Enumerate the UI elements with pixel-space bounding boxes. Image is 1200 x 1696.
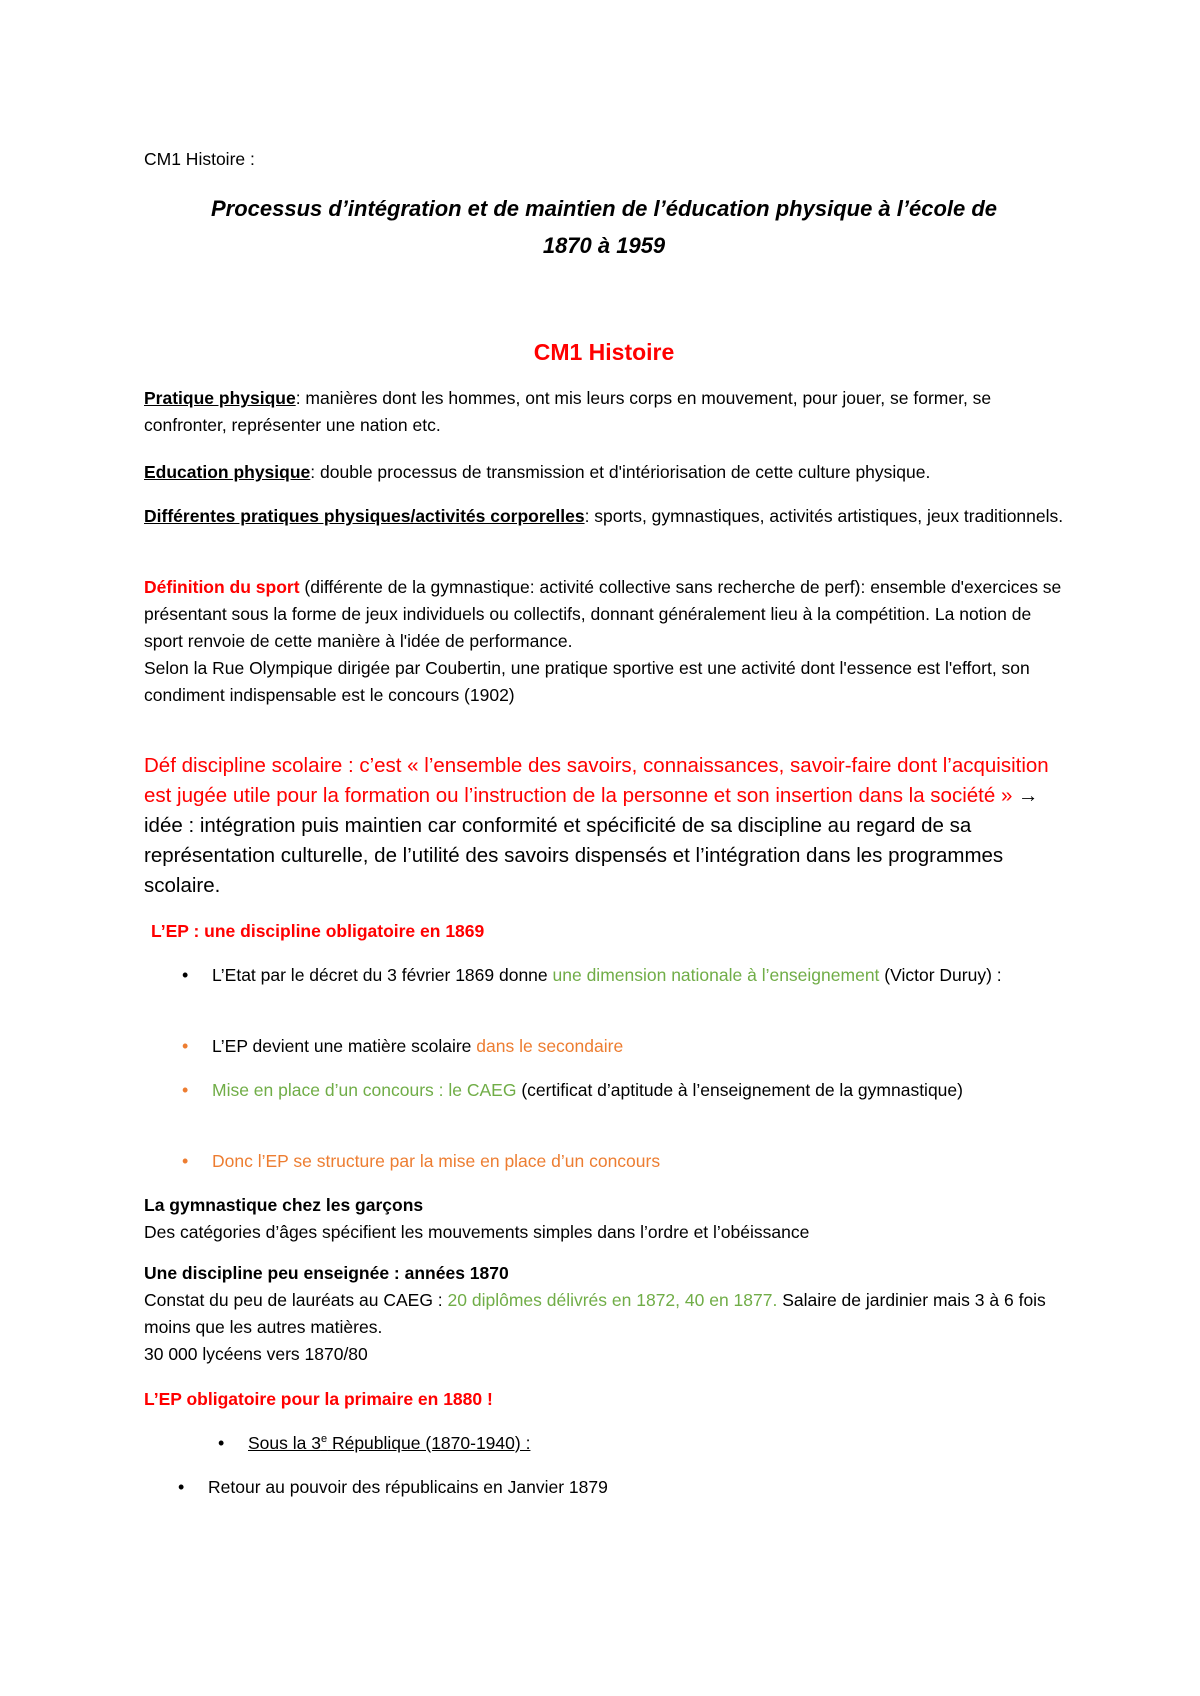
coubertin-quote: Selon la Rue Olympique dirigée par Coubertin, une pratique sportive est une activité dont l'essence est l'effort, son condiment indispensable est le concours (1902)	[144, 658, 1030, 705]
term-differentes-pratiques: Différentes pratiques physiques/activités corporelles	[144, 506, 585, 526]
bullet-item-concours: • Donc l’EP se structure par la mise en place d’un concours	[182, 1148, 1052, 1175]
text-lyceens: 30 000 lycéens vers 1870/80	[144, 1344, 368, 1364]
paragraph-discipline-scolaire	[144, 751, 1064, 901]
document-title	[144, 190, 1064, 264]
definition-pratique-physique: : manières dont les hommes, ont mis leurs corps en mouvement, pour jouer, se former, se confronter, représenter une nation etc.	[144, 388, 992, 435]
definition-sport-text: (différente de la gymnastique: activité collective sans recherche de perf): ensemble d'exercices se présentant sous la forme de jeux individuels ou collectifs, donnant généralement lieu à la compétition. La notion de sport renvoie de cette manière à l'idée de performance.	[144, 577, 1062, 651]
text-troisieme-republique: Sous la 3e République (1870-1940) :	[248, 1433, 531, 1453]
term-pratique-physique: Pratique physique	[144, 388, 296, 408]
heading-discipline-peu-enseignee: Une discipline peu enseignée : années 1870	[144, 1263, 509, 1283]
bullet-item-troisieme-republique	[218, 1430, 1008, 1457]
bullet-icon: •	[182, 1151, 189, 1171]
definition-education-physique: : double processus de transmission et d'intériorisation de cette culture physique.	[310, 462, 931, 482]
section-gymnastique-garcons	[144, 1192, 1064, 1246]
document-title-line1: Processus d’intégration et de maintien de l’éducation physique à l’école de	[210, 196, 998, 221]
text-gymnastique-garcons: Des catégories d’âges spécifient les mouvements simples dans l’ordre et l’obéissance	[144, 1222, 810, 1242]
heading-ep-1869: L’EP : une discipline obligatoire en 1869	[151, 921, 485, 941]
bullet-item-matiere-scolaire: • L’EP devient une matière scolaire dans le secondaire	[182, 1033, 1052, 1060]
term-education-physique: Education physique	[144, 462, 311, 482]
heading-ep-1880: L’EP obligatoire pour la primaire en 1880 !	[144, 1389, 493, 1409]
bullet-item-retour-republicains: • Retour au pouvoir des républicains en Janvier 1879	[178, 1474, 1048, 1501]
definition-discipline-scolaire: Déf discipline scolaire : c’est « l’ensemble des savoirs, connaissances, savoir-faire dont l’acquisition est jugée utile pour la formation ou l’instruction de la personne et son insertion dans la société »	[144, 754, 1049, 807]
paragraph-pratique-physique	[144, 385, 1064, 439]
paragraph-education-physique	[144, 459, 1064, 486]
bullet-icon: •	[218, 1433, 225, 1453]
heading-gymnastique-garcons: La gymnastique chez les garçons	[144, 1195, 424, 1215]
definition-differentes-pratiques: : sports, gymnastiques, activités artistiques, jeux traditionnels.	[584, 506, 1064, 526]
paragraph-definition-sport	[144, 574, 1064, 709]
bullet-icon: •	[182, 1080, 189, 1100]
bullet-item-decret-1869: • L’Etat par le décret du 3 février 1869 donne une dimension nationale à l’enseignement (Victor Duruy) :	[182, 962, 1052, 989]
section-discipline-peu-enseignee: Une discipline peu enseignée : années 1870 Constat du peu de lauréats au CAEG : 20 diplômes délivrés en 1872, 40 en 1877. Salaire de jardinier mais 3 à 6 fois moins que les autres matières. 30 000 lycéens vers 1870/80	[144, 1263, 1046, 1364]
bullet-icon: •	[178, 1477, 185, 1497]
paragraph-differentes-pratiques	[144, 503, 1064, 530]
discipline-explanation: idée : intégration puis maintien car conformité et spécificité de sa discipline au regard de sa représentation culturelle, de l’utilité des savoirs dispensés et l’intégration dans les programmes scolaire.	[144, 814, 1004, 897]
document-label: CM1 Histoire :	[144, 149, 255, 169]
section-heading: CM1 Histoire	[533, 339, 675, 365]
arrow-icon: →	[1012, 784, 1039, 807]
bullet-icon: •	[182, 965, 189, 985]
document-title-line2: 1870 à 1959	[542, 233, 666, 258]
term-definition-sport: Définition du sport	[144, 577, 300, 597]
bullet-icon: •	[182, 1036, 189, 1056]
bullet-item-caeg: • Mise en place d’un concours : le CAEG (certificat d’aptitude à l’enseignement de la gymnastique)	[182, 1077, 1052, 1104]
